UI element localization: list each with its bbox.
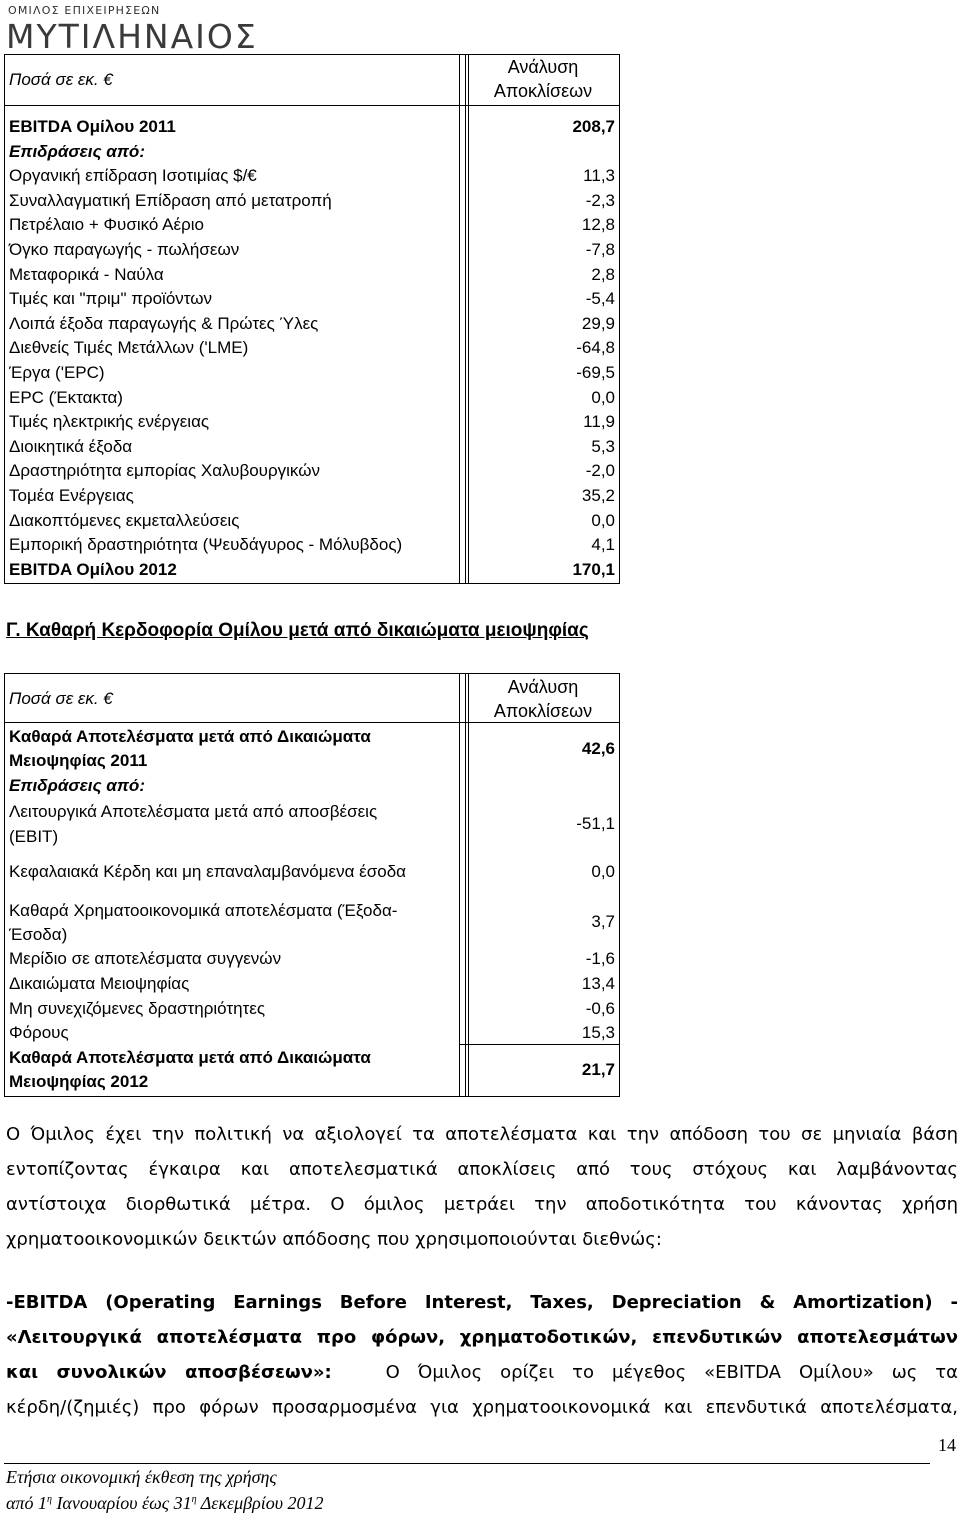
row-value: -7,8	[585, 240, 615, 259]
row-label: Λειτουργικά Αποτελέσματα μετά από αποσβέσεις	[9, 802, 378, 821]
row-label: Διακοπτόμενες εκμεταλλεύσεις	[9, 510, 240, 530]
row-label: Μεταφορικά - Ναύλα	[9, 264, 164, 284]
row-label: Καθαρά Αποτελέσματα μετά από Δικαιώματα	[9, 1048, 371, 1067]
row-value: 35,2	[581, 486, 615, 505]
row-value: 0,0	[591, 862, 615, 881]
row-value: -0,6	[585, 999, 615, 1018]
row-label: Φόρους	[9, 1023, 69, 1042]
row-value: -69,5	[576, 363, 615, 382]
row-value: 2,8	[591, 264, 615, 284]
paragraph-line: -EBITDA (Operating Earnings Before Interest, Taxes, Depreciation & Amortization) -	[6, 1292, 958, 1313]
header-variance-line2: Αποκλίσεων	[493, 81, 593, 101]
row-label: Όγκο παραγωγής - πωλήσεων	[9, 240, 240, 259]
paragraph-line	[6, 1355, 958, 1390]
definition-text: Ο Όμιλος ορίζει το μέγεθος «EBITDA Ομίλου» ως τα	[385, 1362, 958, 1383]
logo-subtitle: ΟΜΙΛΟΣ ΕΠΙΧΕΙΡΗΣΕΩΝ	[8, 4, 161, 17]
row-value: 3,7	[591, 912, 615, 931]
row-label: Επιδράσεις από:	[9, 141, 145, 161]
row-value: -64,8	[576, 338, 615, 358]
bold-term: και συνολικών αποσβέσεων»:	[6, 1362, 332, 1383]
paragraph-line: εντοπίζοντας έγκαιρα και αποτελεσματικά αποκλίσεις από τους στόχους και λαμβάνοντας	[6, 1159, 958, 1180]
row-divider	[459, 1044, 619, 1045]
header-variance-line1: Ανάλυση	[507, 677, 579, 697]
currency-note: Ποσά σε εκ. €	[9, 70, 113, 89]
header-divider	[5, 105, 619, 106]
row-label: Έσοδα)	[9, 925, 68, 944]
footer-period	[6, 1493, 324, 1514]
footer-text: από 1	[6, 1493, 47, 1513]
logo-name: ΜΥΤΙΛΗΝΑΙΟΣ	[6, 17, 258, 56]
paragraph-line: χρηματοοικονομικών δεικτών απόδοσης που χρησιμοποιούνται διεθνώς:	[6, 1229, 662, 1250]
row-value: 13,4	[581, 974, 615, 993]
row-value: -2,3	[585, 190, 615, 210]
row-label: Μη συνεχιζόμενες δραστηριότητες	[9, 999, 266, 1018]
row-label: Πετρέλαιο + Φυσικό Αέριο	[9, 215, 204, 235]
paragraph-line: Ο Όμιλος έχει την πολιτική να αξιολογεί τα αποτελέσματα και την απόδοση του σε μηνιαία βάση	[6, 1124, 958, 1145]
row-value: 12,8	[581, 215, 615, 235]
row-label: Μειοψηφίας 2012	[9, 1072, 149, 1091]
row-label: Τιμές και "πριμ" προϊόντων	[9, 289, 213, 309]
row-value: 29,9	[581, 313, 615, 333]
row-value: -1,6	[585, 949, 615, 968]
row-label: EBITDA Ομίλου 2011	[9, 117, 176, 136]
net-profit-variance-table	[4, 673, 620, 1097]
row-label: Τιμές ηλεκτρικής ενέργειας	[9, 412, 210, 432]
row-label: Δραστηριότητα εμπορίας Χαλυβουργικών	[9, 461, 320, 481]
footer-sup: η	[46, 1494, 52, 1505]
row-value: -5,4	[585, 289, 615, 309]
row-value: 11,9	[583, 412, 615, 432]
row-label: Κεφαλαιακά Κέρδη και μη επαναλαμβανόμενα έσοδα	[9, 862, 407, 881]
company-logo	[6, 4, 258, 56]
table-divider	[459, 55, 460, 583]
footer-text: Δεκεμβρίου 2012	[196, 1493, 324, 1513]
row-label: Επιδράσεις από:	[9, 776, 145, 795]
paragraph-line: «Λειτουργικά αποτελέσματα προ φόρων, χρηματοδοτικών, επενδυτικών αποτελεσμάτων	[6, 1327, 958, 1348]
row-label: Συναλλαγματική Επίδραση από μετατροπή	[9, 190, 332, 210]
row-value: 11,3	[583, 166, 615, 186]
row-label: Έργα ('EPC)	[9, 363, 105, 382]
row-label: Καθαρά Αποτελέσματα μετά από Δικαιώματα	[9, 727, 371, 746]
row-value: 5,3	[591, 436, 615, 456]
body-paragraph	[6, 1117, 958, 1257]
row-label: Εμπορική δραστηριότητα (Ψευδάγυρος - Μόλυβδος)	[9, 535, 403, 555]
ebitda-definition-paragraph	[6, 1285, 958, 1425]
table-divider	[465, 55, 469, 583]
row-value: 0,0	[591, 387, 615, 407]
row-value: 21,7	[581, 1060, 615, 1079]
table-divider	[459, 674, 460, 1096]
row-value: -2,0	[585, 461, 615, 481]
row-label: Λοιπά έξοδα παραγωγής & Πρώτες Ύλες	[9, 313, 319, 333]
footer-text: Ιανουαρίου έως 31	[51, 1493, 192, 1513]
paragraph-line: αντίστοιχα διορθωτικά μέτρα. Ο όμιλος μετράει την αποδοτικότητα του κάνοντας χρήση	[6, 1194, 958, 1215]
currency-note: Ποσά σε εκ. €	[9, 689, 113, 708]
row-value: 208,7	[572, 117, 615, 136]
footer-title: Ετήσια οικονομική έκθεση της χρήσης	[6, 1467, 277, 1487]
row-value: 42,6	[581, 739, 615, 758]
page-number: 14	[938, 1435, 956, 1455]
row-value: 4,1	[591, 535, 615, 555]
row-label: Διοικητικά έξοδα	[9, 436, 133, 456]
footer-divider	[4, 1463, 930, 1464]
ebitda-variance-table	[4, 54, 620, 584]
row-value: 0,0	[591, 510, 615, 530]
row-label: Οργανική επίδραση Ισοτιμίας $/€	[9, 166, 257, 186]
row-label: Μειοψηφίας 2011	[9, 751, 148, 770]
paragraph-line: κέρδη/(ζημιές) προ φόρων προσαρμοσμένα για χρηματοοικονομικά και επενδυτικά αποτελέσματα,	[6, 1397, 958, 1418]
row-label: Τομέα Ενέργειας	[9, 486, 134, 505]
row-value: 15,3	[581, 1023, 615, 1042]
row-label: EBITDA Ομίλου 2012	[9, 559, 177, 579]
table-divider	[465, 674, 469, 1096]
row-value: -51,1	[576, 814, 615, 833]
header-variance-line1: Ανάλυση	[507, 57, 579, 77]
header-variance-line2: Αποκλίσεων	[493, 701, 593, 721]
row-label: EPC (Έκτακτα)	[9, 387, 123, 407]
row-label: Διεθνείς Τιμές Μετάλλων ('LME)	[9, 338, 249, 358]
row-label: (EBIT)	[9, 827, 59, 846]
row-value: 170,1	[572, 559, 615, 579]
row-label: Μερίδιο σε αποτελέσματα συγγενών	[9, 949, 282, 968]
row-label: Καθαρά Χρηματοοικονομικά αποτελέσματα (Έξοδα-	[9, 901, 398, 920]
row-label: Δικαιώματα Μειοψηφίας	[9, 974, 190, 993]
footer-sup: η	[191, 1494, 197, 1505]
section-title: Γ. Καθαρή Κερδοφορία Ομίλου μετά από δικαιώματα μειοψηφίας	[6, 620, 589, 641]
